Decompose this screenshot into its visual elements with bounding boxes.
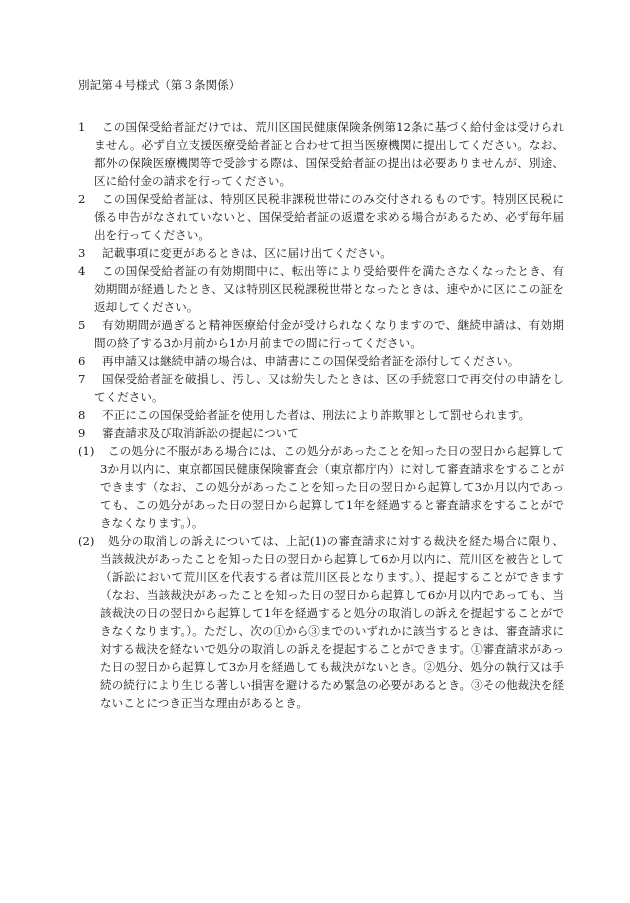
notice-item-8 (78, 406, 564, 424)
notice-item-3 (78, 244, 564, 262)
notice-subitem-2 (78, 532, 564, 712)
notice-item-2 (78, 190, 564, 244)
item-text: 審査請求及び取消訴訟の提起について (102, 426, 299, 440)
subitem-text: 処分の取消しの訴えについては、上記(1)の審査請求に対する裁決を経た場合に限り、当該裁決があったことを知った日の翌日から起算して6か月以内に、荒川区を被告として（訴訟において荒川区を代表する者は荒川区長となります。）、提起することができます（なお、当該裁決があったことを知った日の翌日から起算して6か月以内であっても、当該裁決の日の翌日から起算して1年を経過すると処分の取消しの訴えを提起することができなくなります。）。ただし、次の①から③までのいずれかに該当するときは、審査請求に対する裁決を経ないで処分の取消しの訴えを提起することができます。①審査請求があった日の翌日から起算して3か月を経過しても裁決がないとき。②処分、処分の執行又は手続の続行により生じる著しい損害を避けるため緊急の必要があるとき。③その他裁決を経ないことにつき正当な理由があるとき。 (100, 534, 564, 710)
item-number: 6 (78, 354, 86, 368)
notice-item-6 (78, 352, 564, 370)
notice-item-4 (78, 262, 564, 316)
item-text: この国保受給者証の有効期間中に、転出等により受給要件を満たさなくなったとき、有効期間が経過したとき、又は特別区民税課税世帯となったときは、速やかに区にこの証を返却してください。 (94, 264, 564, 314)
item-number: 3 (78, 246, 86, 260)
form-title: 別記第４号様式（第３条関係） (78, 78, 241, 92)
item-text: この国保受給者証は、特別区民税非課税世帯にのみ交付されるものです。特別区民税に係る申告がなされていないと、国保受給者証の返還を求める場合があるため、必ず毎年届出を行ってください。 (94, 192, 564, 242)
item-number: 9 (78, 426, 86, 440)
item-text: この国保受給者証だけでは、荒川区国民健康保険条例第12条に基づく給付金は受けられません。必ず自立支援医療受給者証と合わせて担当医療機関に提出してください。なお、都外の保険医療機関等で受診する際は、国保受給者証の提出は必要ありませんが、別途、区に給付金の請求を行ってください。 (94, 120, 564, 188)
notice-item-5 (78, 316, 564, 352)
item-text: 有効期間が過ぎると精神医療給付金が受けられなくなりますので、継続申請は、有効期間の終了する3か月前から1か月前までの間に行ってください。 (94, 318, 564, 350)
subitem-number: (1) (78, 444, 95, 458)
item-number: 1 (78, 120, 86, 134)
subitem-number: (2) (78, 534, 95, 548)
subitem-text: この処分に不服がある場合には、この処分があったことを知った日の翌日から起算して3か月以内に、東京都国民健康保険審査会（東京都庁内）に対して審査請求をすることができます（なお、この処分があったことを知った日の翌日から起算して3か月以内であっても、この処分があった日の翌日から起算して1年を経過すると審査請求をすることができなくなります。）。 (100, 444, 564, 530)
item-number: 8 (78, 408, 86, 422)
item-number: 7 (78, 372, 86, 386)
notice-list (78, 118, 564, 712)
notice-item-1 (78, 118, 564, 190)
item-text: 国保受給者証を破損し、汚し、又は紛失したときは、区の手続窓口で再交付の申請をしてください。 (94, 372, 564, 404)
notice-subitem-1 (78, 442, 564, 532)
item-text: 再申請又は継続申請の場合は、申請書にこの国保受給者証を添付してください。 (102, 354, 520, 368)
item-number: 4 (78, 264, 86, 278)
item-text: 不正にこの国保受給者証を使用した者は、刑法により詐欺罪として罰せられます。 (102, 408, 531, 422)
notice-item-9 (78, 424, 564, 442)
item-number: 5 (78, 318, 86, 332)
notice-item-7 (78, 370, 564, 406)
item-number: 2 (78, 192, 86, 206)
item-text: 記載事項に変更があるときは、区に届け出てください。 (102, 246, 392, 260)
